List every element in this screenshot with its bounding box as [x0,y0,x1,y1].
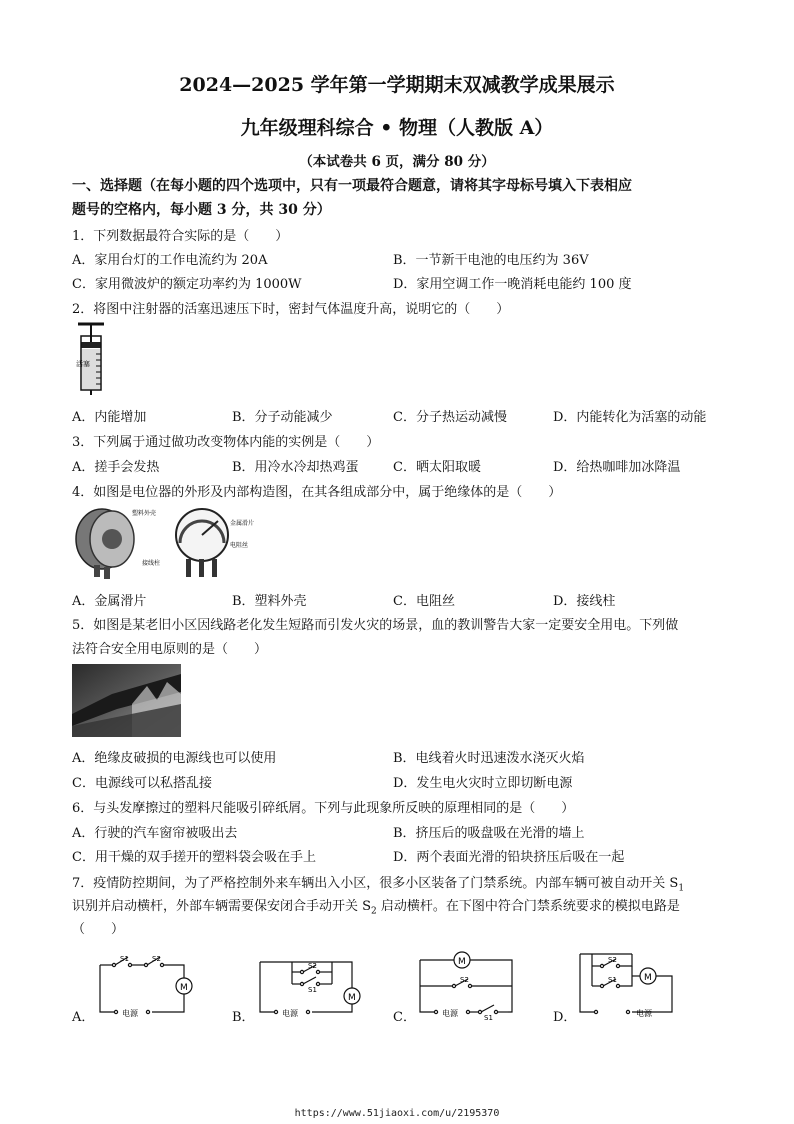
potentiometer-figure [72,503,262,583]
q5-stem-line1: 5．如图是某老旧小区因线路老化发生短路而引发火灾的场景，血的教训警告大家一定要安全用电。下列做 [72,618,679,633]
q4-stem: 4．如图是电位器的外形及内部构造图，在其各组成部分中，属于绝缘体的是（ ） [72,485,562,500]
q7-option-b: B． [232,1010,255,1025]
circuit-d [572,942,682,1020]
q1-option-d: D．家用空调工作一晚消耗电能约 100 度 [393,277,632,292]
footer-url[interactable]: https://www.51jiaoxi.com/u/2195370 [294,1108,500,1119]
potentiometer-label-terminal: 接线柱 [142,560,161,567]
q3-stem: 3．下列属于通过做功改变物体内能的实例是（ ） [72,435,380,450]
q1-option-a: A．家用台灯的工作电流约为 20A [72,253,268,268]
q6-option-a: A．行驶的汽车窗帘被吸出去 [72,826,238,841]
exam-note: （本试卷共 6 页，满分 80 分） [299,154,495,170]
q2-option-a: A．内能增加 [72,410,147,425]
q1-option-c: C．家用微波炉的额定功率约为 1000W [72,277,302,292]
q5-stem-line2: 法符合安全用电原则的是（ ） [72,642,268,657]
q7-option-d: D． [553,1010,577,1025]
circuit-a-motor: M [180,983,188,993]
q6-option-d: D．两个表面光滑的铅块挤压后吸在一起 [393,850,625,865]
circuit-c-power: 电源 [442,1009,458,1018]
q2-stem: 2．将图中注射器的活塞迅速压下时，密封气体温度升高，说明它的（ ） [72,302,510,317]
q3-option-d: D．给热咖啡加冰降温 [553,460,681,475]
circuit-d-s2: S2 [608,956,617,964]
circuit-b-s1: S1 [308,986,317,994]
circuit-c [412,942,522,1020]
q3-option-c: C．晒太阳取暖 [393,460,481,475]
q7-option-c: C． [393,1010,416,1025]
q4-option-a: A．金属滑片 [72,594,147,609]
q7-stem-line2: 识别并启动横杆，外部车辆需要保安闭合手动开关 $S_2$ 启动横杆。在下图中符合门禁系统要求的模拟电路是 [72,899,680,917]
q5-option-d: D．发生电火灾时立即切断电源 [393,776,573,791]
circuit-d-motor: M [644,973,652,983]
q6-stem: 6．与头发摩擦过的塑料尺能吸引碎纸屑。下列与此现象所反映的原理相同的是（ ） [72,801,575,816]
section-heading-line2: 题号的空格内，每小题 3 分，共 30 分） [72,202,331,218]
exam-title: 2024—2025 学年第一学期期末双减教学成果展示 [179,74,615,96]
section-heading-line1: 一、选择题（在每小题的四个选项中，只有一项最符合题意，请将其字母标号填入下表相应 [72,178,632,194]
q6-option-b: B．挤压后的吸盘吸在光滑的墙上 [393,826,585,841]
q4-option-b: B．塑料外壳 [232,594,307,609]
circuit-b-motor: M [348,993,356,1003]
circuit-d-power: 电源 [636,1009,652,1018]
circuit-d-s1: S1 [608,976,617,984]
q1-stem: 1．下列数据最符合实际的是（ ） [72,229,289,244]
q4-option-d: D．接线柱 [553,594,616,609]
q3-option-b: B．用冷水冷却热鸡蛋 [232,460,359,475]
syringe-figure [74,322,108,396]
circuit-c-motor: M [458,957,466,967]
q2-option-c: C．分子热运动减慢 [393,410,507,425]
circuit-b-s2: S2 [308,962,317,970]
circuit-a-s2: S2 [152,955,161,963]
circuit-b [252,950,362,1020]
q3-option-a: A．搓手会发热 [72,460,160,475]
q5-option-c: C．电源线可以私搭乱接 [72,776,212,791]
exam-subtitle: 九年级理科综合 • 物理（人教版 A） [240,117,554,139]
q7-stem-line1: 7．疫情防控期间，为了严格控制外来车辆出入小区，很多小区装备了门禁系统。内部车辆可被自动开关 $S_1$ [72,876,685,894]
circuit-a-power: 电源 [122,1009,138,1018]
q6-option-c: C．用干燥的双手搓开的塑料袋会吸在手上 [72,850,316,865]
circuit-a-s1: S1 [120,955,129,963]
potentiometer-label-wire: 电阻丝 [230,542,249,549]
q5-option-a: A．绝缘皮破损的电源线也可以使用 [72,751,277,766]
q7-option-a: A． [72,1010,95,1025]
fire-photo [72,664,181,737]
q2-option-d: D．内能转化为活塞的动能 [553,410,707,425]
q4-option-c: C．电阻丝 [393,594,455,609]
syringe-label: 活塞 [76,360,90,368]
potentiometer-label-slider: 金属滑片 [230,520,255,527]
circuit-c-s2: S2 [460,976,469,984]
circuit-c-s1: S1 [484,1014,493,1020]
q1-option-b: B．一节新干电池的电压约为 36V [393,253,589,268]
circuit-b-power: 电源 [282,1009,298,1018]
q5-option-b: B．电线着火时迅速泼水浇灭火焰 [393,751,585,766]
q7-stem-line3: （ ） [72,922,125,937]
potentiometer-label-shell: 塑料外壳 [132,510,157,517]
q2-option-b: B．分子动能减少 [232,410,333,425]
circuit-a [92,950,202,1020]
